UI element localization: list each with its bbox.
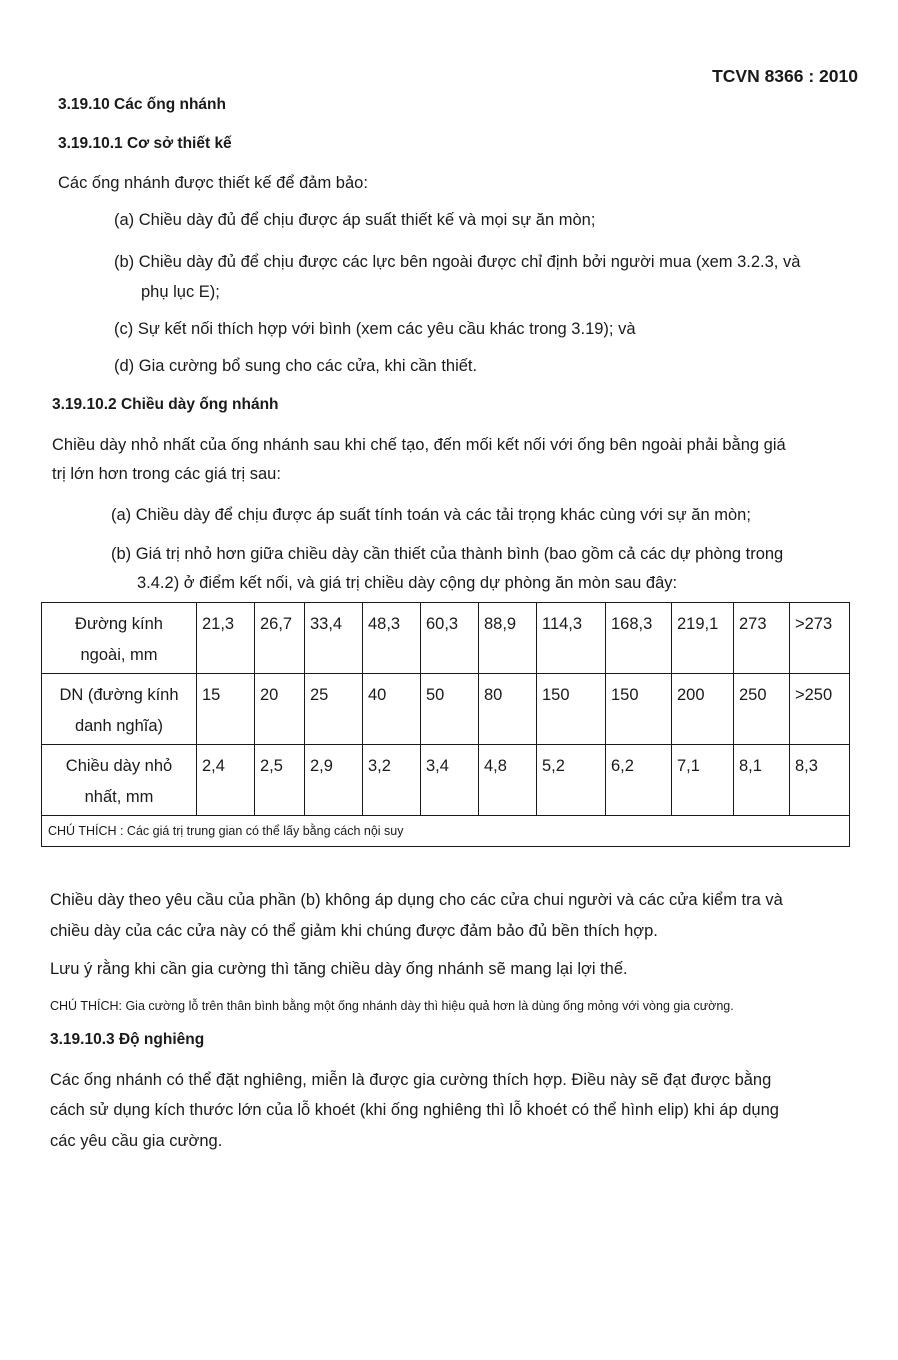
table-cell: >250 [790,674,850,745]
section-heading-3-19-10-3: 3.19.10.3 Độ nghiêng [50,1031,205,1048]
table-cell: 7,1 [672,745,734,816]
list1-item-a: (a) Chiều dày đủ để chịu được áp suất thiết kế và mọi sự ăn mòn; [114,211,596,229]
table-footnote: CHÚ THÍCH : Các giá trị trung gian có thể lấy bằng cách nội suy [42,816,850,847]
table-cell: 273 [734,603,790,674]
table-cell: 5,2 [537,745,606,816]
branch-thickness-table [41,602,850,847]
table-cell: 88,9 [479,603,537,674]
thickness-paragraph-line1: Chiều dày nhỏ nhất của ống nhánh sau khi chế tạo, đến mối kết nối với ống bên ngoài phải bằng giá [52,436,786,454]
row-header-min-thickness: Chiều dày nhỏ nhất, mm [42,745,197,816]
table-cell: 25 [305,674,363,745]
table-cell: 2,4 [197,745,255,816]
list1-item-c: (c) Sự kết nối thích hợp với bình (xem các yêu cầu khác trong 3.19); và [114,320,636,338]
table-cell: 15 [197,674,255,745]
table-cell: 4,8 [479,745,537,816]
table-cell: 219,1 [672,603,734,674]
table-cell: 40 [363,674,421,745]
list2-item-a: (a) Chiều dày để chịu được áp suất tính toán và các tải trọng khác cùng với sự ăn mòn; [111,506,751,524]
table-cell: 8,3 [790,745,850,816]
list1-item-d: (d) Gia cường bổ sung cho các cửa, khi cần thiết. [114,357,478,375]
table-cell: >273 [790,603,850,674]
table-cell: 3,4 [421,745,479,816]
list2-item-b-line1: (b) Giá trị nhỏ hơn giữa chiều dày cần thiết của thành bình (bao gồm cả các dự phòng trong [111,545,784,563]
section-heading-3-19-10-1: 3.19.10.1 Cơ sở thiết kế [58,135,232,152]
inclination-paragraph-line3: các yêu cầu gia cường. [50,1132,223,1150]
table-row [42,745,850,816]
table-cell: 200 [672,674,734,745]
table-cell: 8,1 [734,745,790,816]
table-cell: 250 [734,674,790,745]
table-row [42,603,850,674]
table-cell: 48,3 [363,603,421,674]
table-cell: 150 [537,674,606,745]
list2-item-b-line2: 3.4.2) ở điểm kết nối, và giá trị chiều dày cộng dự phòng ăn mòn sau đây: [137,574,678,592]
table-footnote-row [42,816,850,847]
table-cell: 21,3 [197,603,255,674]
advantage-paragraph: Lưu ý rằng khi cần gia cường thì tăng chiều dày ống nhánh sẽ mang lại lợi thế. [50,960,628,978]
standard-number: TCVN 8366 : 2010 [712,66,858,86]
table-cell: 2,9 [305,745,363,816]
thickness-paragraph-line2: trị lớn hơn trong các giá trị sau: [52,465,281,483]
list1-item-b-line1: (b) Chiều dày đủ để chịu được các lực bên ngoài được chỉ định bởi người mua (xem 3.2.3, và [114,253,801,271]
table-cell: 2,5 [255,745,305,816]
section-heading-3-19-10-2: 3.19.10.2 Chiều dày ống nhánh [52,396,279,413]
after-table-paragraph-line1: Chiều dày theo yêu cầu của phần (b) không áp dụng cho các cửa chui người và các cửa kiểm tra và [50,891,783,909]
intro-paragraph: Các ống nhánh được thiết kế để đảm bảo: [58,174,368,192]
table-row [42,674,850,745]
table-cell: 60,3 [421,603,479,674]
table-cell: 20 [255,674,305,745]
table-cell: 50 [421,674,479,745]
table-cell: 168,3 [606,603,672,674]
row-header-outer-diameter: Đường kính ngoài, mm [42,603,197,674]
after-table-paragraph-line2: chiều dày của các cửa này có thể giảm khi chúng được đảm bảo đủ bền thích hợp. [50,922,658,940]
table-cell: 33,4 [305,603,363,674]
table-cell: 6,2 [606,745,672,816]
table-cell: 26,7 [255,603,305,674]
inclination-paragraph-line1: Các ống nhánh có thể đặt nghiêng, miễn là được gia cường thích hợp. Điều này sẽ đạt được bằng [50,1071,772,1089]
table-cell: 3,2 [363,745,421,816]
inclination-paragraph-line2: cách sử dụng kích thước lớn của lỗ khoét (khi ống nghiêng thì lỗ khoét có thể hình elip) khi áp dụng [50,1101,779,1119]
table-cell: 114,3 [537,603,606,674]
row-header-nominal-diameter: DN (đường kính danh nghĩa) [42,674,197,745]
list1-item-b-line2: phụ lục E); [141,283,220,301]
reinforcement-note: CHÚ THÍCH: Gia cường lỗ trên thân bình bằng một ống nhánh dày thì hiệu quả hơn là dùng ống mỏng với vòng gia cường. [50,999,734,1013]
table-cell: 150 [606,674,672,745]
table-cell: 80 [479,674,537,745]
section-heading-3-19-10: 3.19.10 Các ống nhánh [58,96,226,113]
